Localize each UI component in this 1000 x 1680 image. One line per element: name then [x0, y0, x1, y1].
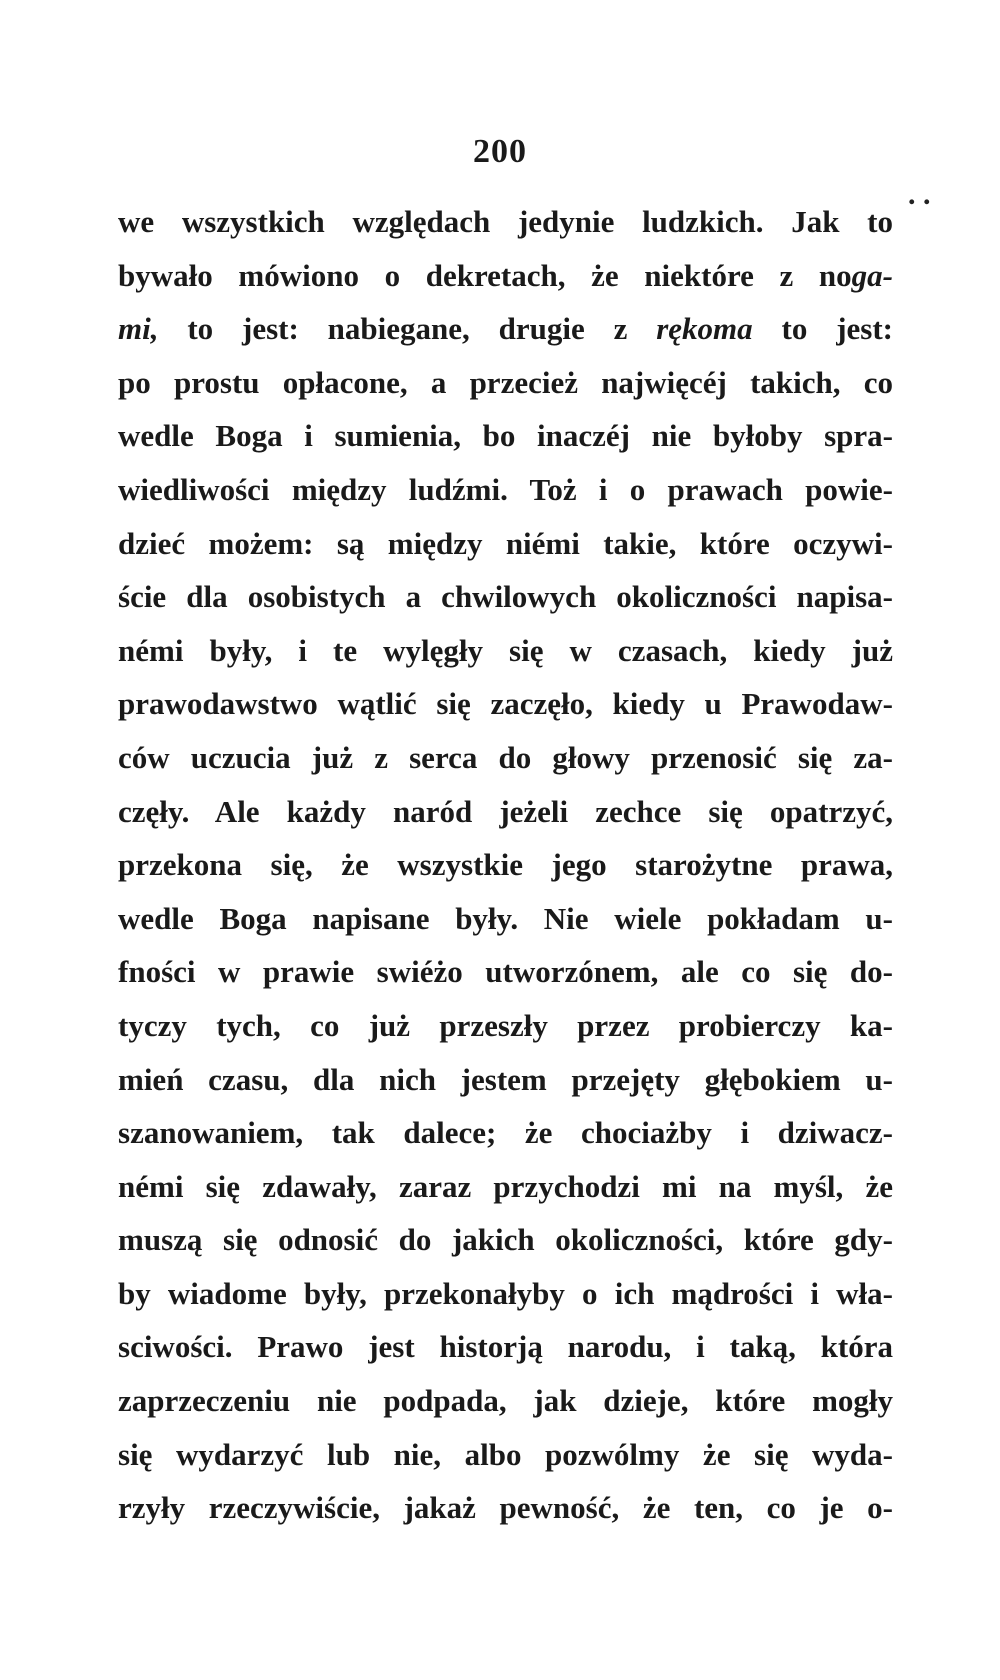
- text-line: mień czasu, dla nich jestem przejęty głębokiem u-: [118, 1061, 893, 1097]
- italic-word: ga-: [851, 257, 893, 293]
- text-line: némi były, i te wylęgły się w czasach, kiedy już: [118, 632, 893, 668]
- text-line: przekona się, że wszystkie jego starożytne prawa,: [118, 847, 893, 883]
- text-line: się wydarzyć lub nie, albo pozwólmy że się wyda-: [118, 1436, 893, 1472]
- text-line: bywało mówiono o dekretach, że niektóre z noga-: [118, 257, 893, 293]
- text-line: wedle Boga napisane były. Nie wiele pokładam u-: [118, 900, 893, 936]
- text-line: mi, to jest: nabiegane, drugie z rękoma to jest:: [118, 311, 894, 347]
- text-line: dzieć możem: są między niémi takie, które oczywi-: [118, 525, 893, 561]
- text-line: szanowaniem, tak dalece; że chociażby i dziwacz-: [118, 1115, 893, 1151]
- text-line: we wszystkich względach jedynie ludzkich. Jak to: [118, 204, 893, 239]
- text-line: częły. Ale każdy naród jeżeli zechce się opatrzyć,: [118, 793, 893, 829]
- text-line: ców uczucia już z serca do głowy przenosić się za-: [118, 739, 893, 775]
- text-line: zaprzeczeniu nie podpada, jak dzieje, które mogły: [118, 1383, 893, 1419]
- text-line: wiedliwości między ludźmi. Toż i o prawach powie-: [118, 471, 893, 507]
- text-line: po prostu opłacone, a przecież najwięcéj takich, co: [118, 364, 893, 400]
- page-number: 200: [473, 133, 527, 170]
- text-line: némi się zdawały, zaraz przychodzi mi na myśl, że: [118, 1168, 893, 1204]
- italic-word: mi,: [118, 311, 159, 347]
- text-line: prawodawstwo wątlić się zaczęło, kiedy u Prawodaw-: [118, 686, 893, 722]
- text-line: rzyły rzeczywiście, jakaż pewność, że ten, co je o-: [118, 1490, 893, 1526]
- text-line: muszą się odnosić do jakich okoliczności, które gdy-: [118, 1222, 893, 1258]
- text-line: wedle Boga i sumienia, bo inaczéj nie byłoby spra-: [118, 418, 893, 454]
- body-text: [118, 195, 893, 1535]
- text-line: sciwości. Prawo jest historją narodu, i taką, która: [118, 1329, 893, 1365]
- text-line: by wiadome były, przekonałyby o ich mądrości i wła-: [118, 1275, 893, 1311]
- text-line: tyczy tych, co już przeszły przez probierczy ka-: [118, 1007, 893, 1043]
- text-line: ście dla osobistych a chwilowych okoliczności napisa-: [118, 579, 893, 615]
- text-line: fności w prawie swiéżo utworzónem, ale co się do-: [118, 954, 893, 990]
- italic-word: rękoma: [656, 311, 753, 347]
- margin-marks: . .: [908, 178, 931, 211]
